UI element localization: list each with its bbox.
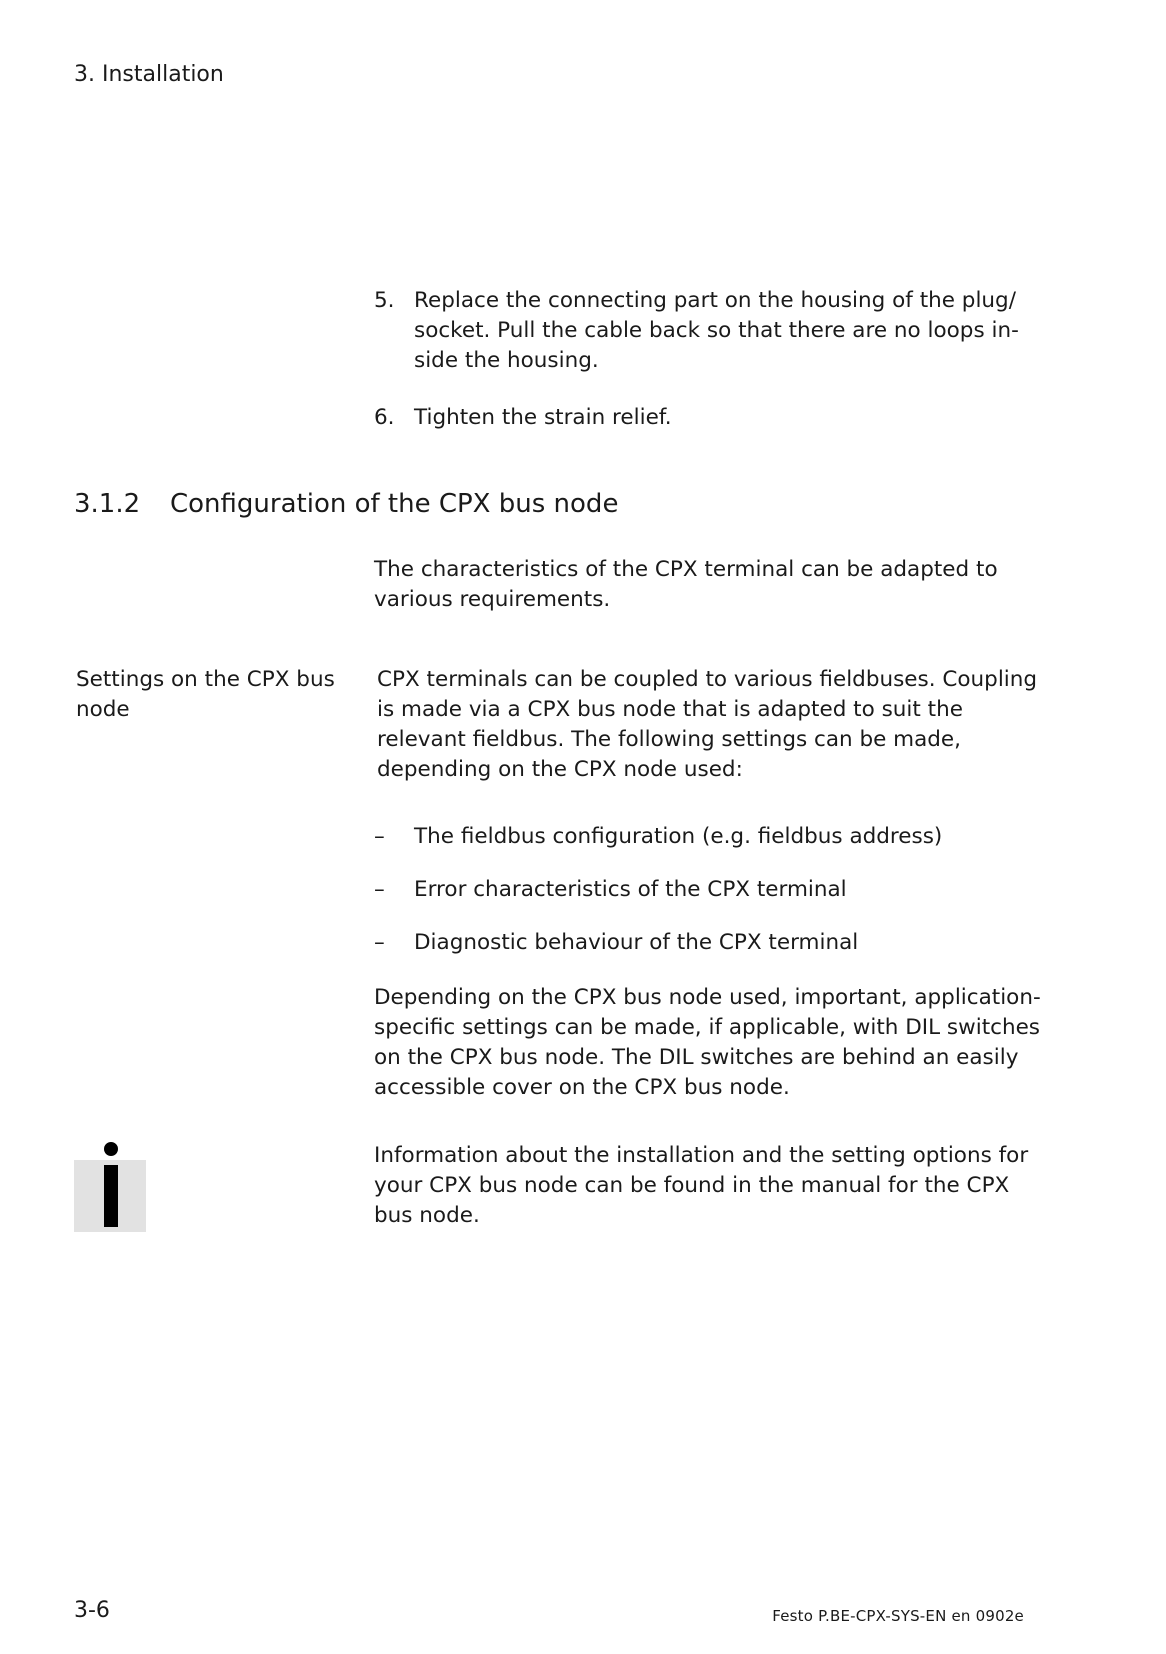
step-item xyxy=(374,403,1034,433)
bullet-item xyxy=(374,928,1034,958)
section-heading xyxy=(74,487,618,521)
bullet-text: Diagnostic behaviour of the CPX terminal xyxy=(414,930,859,955)
bullet-item xyxy=(374,822,1034,852)
step-number: 5. xyxy=(374,288,395,313)
info-note: Information about the installation and the setting options for your CPX bus node can be found in the manual for the CPX bus node. xyxy=(374,1143,1029,1228)
section-title: Configuration of the CPX bus node xyxy=(170,489,619,519)
bullet-item xyxy=(374,875,1034,905)
bullet-dash: – xyxy=(374,824,385,849)
step-number: 6. xyxy=(374,405,395,430)
section-number: 3.1.2 xyxy=(74,489,141,519)
bullet-dash: – xyxy=(374,930,385,955)
settings-paragraph: CPX terminals can be coupled to various fieldbuses. Coupling is made via a CPX bus node that is adapted to suit the relevant fieldbus. The following settings can be made, depending on the CPX node used: xyxy=(377,667,1038,782)
document-reference: Festo P.BE-CPX-SYS-EN en 0902e xyxy=(772,1607,1024,1625)
intro-paragraph: The characteristics of the CPX terminal can be adapted to various requirements. xyxy=(374,557,998,612)
step-text: Replace the connecting part on the housing of the plug/ socket. Pull the cable back so that there are no loops in-side the housing. xyxy=(414,288,1019,373)
step-text: Tighten the strain relief. xyxy=(414,405,672,430)
page-number: 3-6 xyxy=(74,1598,110,1623)
step-item xyxy=(374,286,1034,376)
bullet-text: The fieldbus configuration (e.g. fieldbus address) xyxy=(414,824,943,849)
bullet-text: Error characteristics of the CPX terminal xyxy=(414,877,847,902)
bullet-dash: – xyxy=(374,877,385,902)
info-icon xyxy=(104,1142,118,1227)
chapter-title: 3. Installation xyxy=(74,62,224,87)
dil-paragraph: Depending on the CPX bus node used, important, application-specific settings can be made, if applicable, with DIL switches on the CPX bus node. The DIL switches are behind an easily accessible cover on the CPX bus node. xyxy=(374,985,1041,1100)
side-label: Settings on the CPX bus node xyxy=(76,667,335,722)
